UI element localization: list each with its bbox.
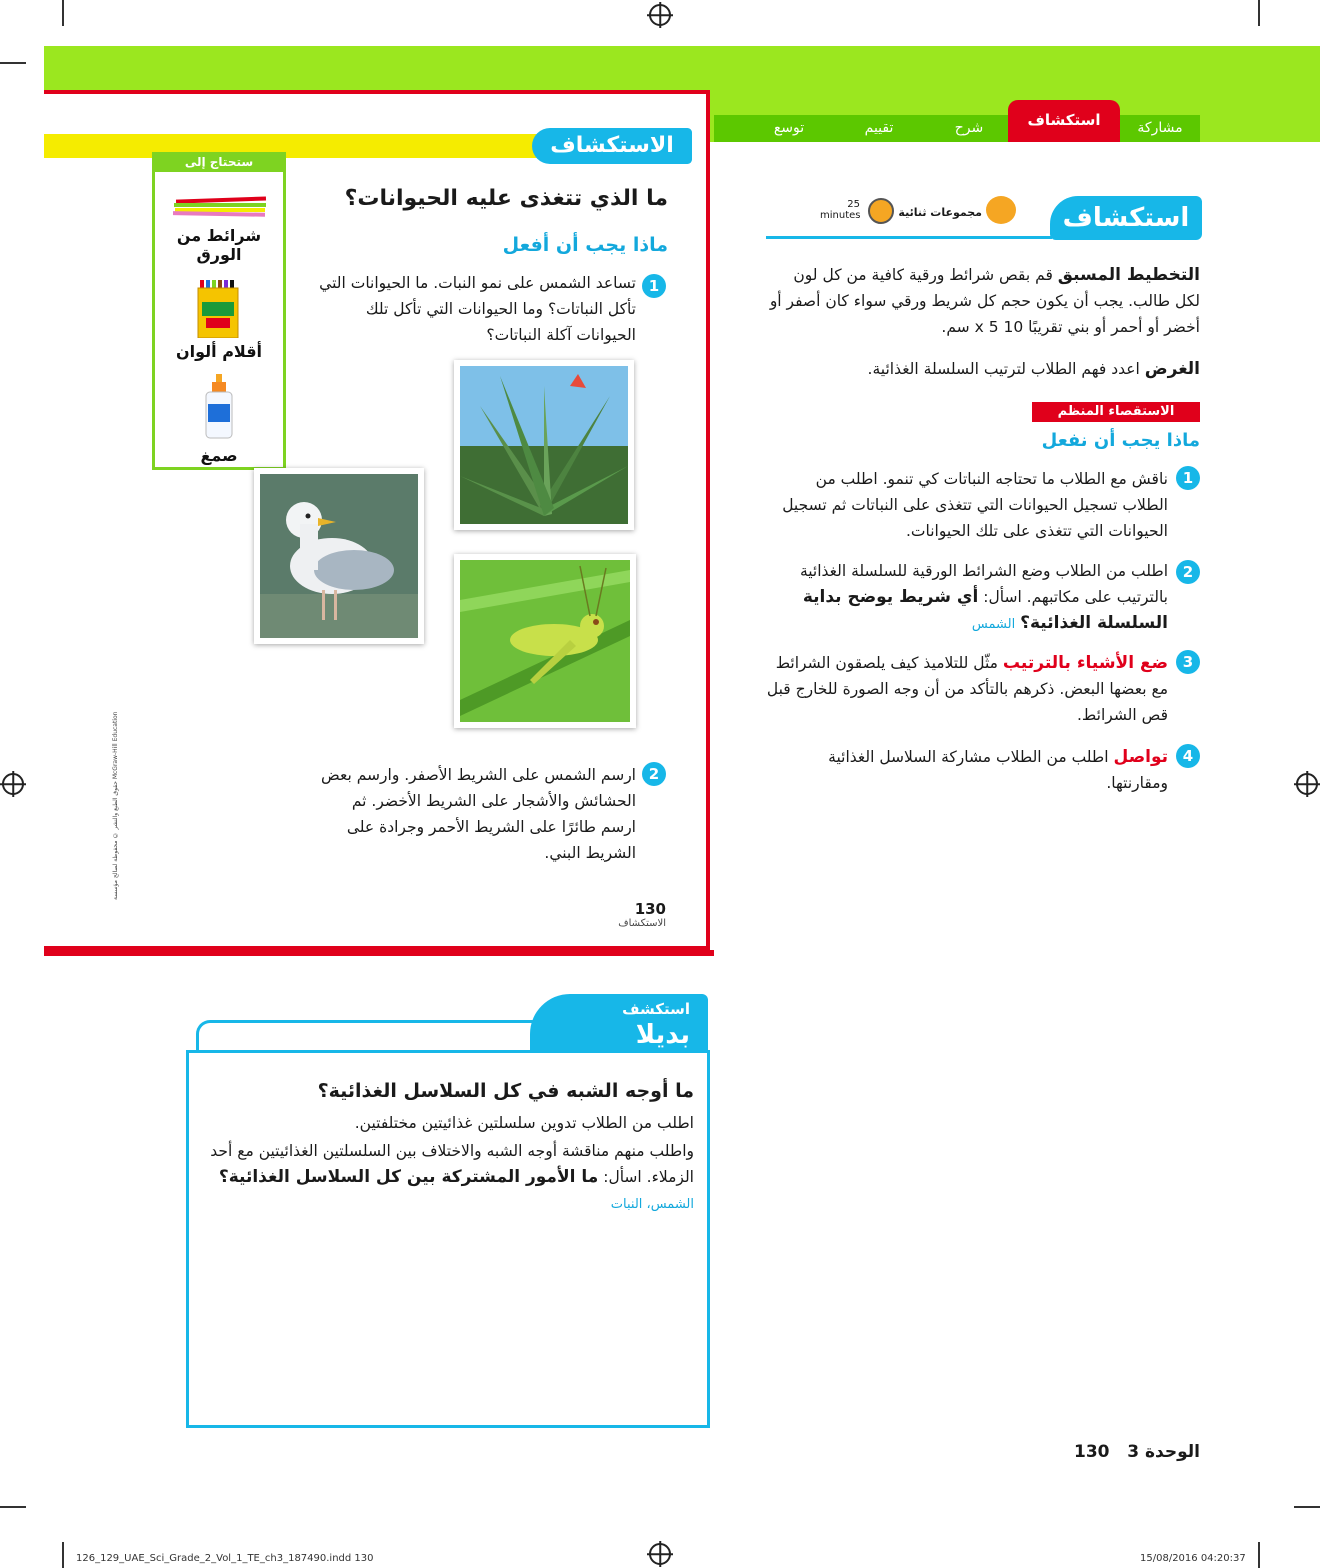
student-subhead: ماذا يجب أن أفعل xyxy=(502,234,668,256)
student-page-shadow xyxy=(44,950,714,956)
student-question: ما الذي تتغذى عليه الحيوانات؟ xyxy=(344,186,668,211)
explore-more-box xyxy=(186,1050,710,1428)
teacher-page-number: 130 xyxy=(1073,1442,1110,1462)
registration-mark-icon xyxy=(2,773,24,795)
tab-explore[interactable]: استكشاف xyxy=(1008,100,1120,142)
teacher-header-bar xyxy=(766,236,1052,239)
goal-label: الغرض xyxy=(1144,359,1200,379)
registration-mark-icon xyxy=(649,1543,671,1565)
teacher-step4-label: تواصل xyxy=(1113,747,1168,767)
teacher-step4-text: اطلب من الطلاب مشاركة السلاسل الغذائية ومقارنتها. xyxy=(828,748,1168,792)
grasshopper-photo xyxy=(454,554,636,728)
copyright-credit: حقوق الطبع والنشر © محفوظة لصالح مؤسسة McGraw-Hill Education xyxy=(112,711,119,900)
inquiry-badge: الاستقصاء المنظم xyxy=(1032,402,1200,422)
chapter-label: الوحدة 3 xyxy=(1127,1442,1200,1462)
teacher-step3-text: مثّل للتلاميذ كيف يلصقون الشرائط مع بعضها البعض. ذكرهم بالتأكد من أن وجه الصورة للخارج قبل قص الشرائط. xyxy=(766,654,1168,724)
tab-engage[interactable]: مشاركة xyxy=(1137,120,1183,136)
step-number: 2 xyxy=(642,762,666,786)
teacher-step2-question: أي شريط يوضح بداية السلسلة الغذائية؟ xyxy=(802,587,1168,633)
teacher-title: استكشاف xyxy=(1050,196,1202,240)
step-number: 2 xyxy=(1176,560,1200,584)
student-page-number: 130 xyxy=(634,900,666,918)
time-value: 25 xyxy=(847,199,860,210)
material-glue: صمغ xyxy=(200,446,238,465)
goal-text: اعدد فهم الطلاب لترتيب السلسلة الغذائية. xyxy=(867,360,1140,378)
crop-mark xyxy=(62,1542,64,1568)
registration-mark-icon xyxy=(649,4,671,26)
student-header-title: الاستكشاف xyxy=(532,128,692,164)
material-crayons: أقلام ألوان xyxy=(175,342,263,361)
student-step2-text: ارسم الشمس على الشريط الأصفر. وارسم بعض الحشائش والأشجار على الشريط الأخضر. ثم ارسم طائرًا على الشريط الأحمر وجرادة على الشريط البني. xyxy=(321,766,636,862)
glue-bottle-icon xyxy=(204,374,234,440)
registration-mark-icon xyxy=(1296,773,1318,795)
crayons-box-icon xyxy=(196,280,240,338)
step-number: 1 xyxy=(1176,466,1200,490)
prep-paragraph xyxy=(766,262,1200,340)
student-page-footer: الاستكشاف xyxy=(618,918,666,929)
explore-more-tab xyxy=(196,1020,546,1052)
explore-more-small: استكشف xyxy=(622,1000,690,1018)
file-name: 126_129_UAE_Sci_Grade_2_Vol_1_TE_ch3_187490.indd 130 xyxy=(76,1553,374,1564)
student-step1-text: تساعد الشمس على نمو النبات. ما الحيوانات التي تأكل النباتات؟ وما الحيوانات التي تأكل تلك الحيوانات آكلة النباتات؟ xyxy=(319,274,636,344)
crop-mark xyxy=(1258,0,1260,26)
teacher-step2-answer: الشمس xyxy=(971,617,1016,632)
teacher-step2-text: اطلب من الطلاب وضع الشرائط الورقية للسلسلة الغذائية بالترتيب على مكاتبهم. اسأل: xyxy=(799,562,1168,606)
teacher-step3-label: ضع الأشياء بالترتيب xyxy=(1002,653,1168,673)
teacher-footer xyxy=(1060,1442,1200,1462)
clock-icon xyxy=(868,198,894,224)
prep-label: التخطيط المسبق xyxy=(1057,265,1200,285)
seagull-photo xyxy=(254,468,424,644)
file-date: 15/08/2016 04:20:37 xyxy=(1140,1553,1246,1564)
material-paper-strips: شرائط من الورق xyxy=(176,226,262,264)
explore-more-paragraph xyxy=(210,1138,694,1218)
materials-header: ستحتاج إلى xyxy=(152,152,286,172)
teacher-subhead: ماذا يجب أن نفعل xyxy=(1041,430,1200,451)
explore-more-text2: واطلب منهم مناقشة أوجه الشبه والاختلاف بين السلسلتين الغذائيتين مع أحد الزملاء. اسأل: xyxy=(210,1142,694,1186)
explore-more-question: ما أوجه الشبه في كل السلاسل الغذائية؟ xyxy=(317,1080,694,1102)
step-number: 3 xyxy=(1176,650,1200,674)
pair-group-icon xyxy=(986,196,1016,224)
time-unit: minutes xyxy=(820,210,861,221)
tab-explain[interactable]: شرح xyxy=(954,120,984,136)
paper-strips-icon xyxy=(172,196,270,218)
crop-mark xyxy=(1294,1506,1320,1508)
teacher-step1-text: ناقش مع الطلاب ما تحتاجه النباتات كي تنمو. اطلب من الطلاب تسجيل الحيوانات التي تتغذى على النباتات ثم تسجيل الحيوانات التي تتغذى على تلك الحيوانات. xyxy=(782,470,1168,540)
crop-mark xyxy=(0,62,26,64)
teacher-step2-paragraph xyxy=(766,558,1168,638)
step-number: 1 xyxy=(642,274,666,298)
explore-more-large: بديلا xyxy=(635,1020,690,1050)
step-number: 4 xyxy=(1176,744,1200,768)
teacher-step4-paragraph xyxy=(766,744,1168,796)
crop-mark xyxy=(0,1506,26,1508)
teacher-step3-paragraph xyxy=(766,650,1168,728)
crop-mark xyxy=(62,0,64,26)
explore-more-q2: ما الأمور المشتركة بين كل السلاسل الغذائية؟ xyxy=(218,1167,599,1187)
tab-evaluate[interactable]: تقييم xyxy=(864,120,894,136)
explore-more-answer: الشمس، النبات xyxy=(610,1197,694,1212)
prep-text: قم بقص شرائط ورقية كافية من كل لون لكل طالب. يجب أن يكون حجم كل شريط ورقي سواء كان أصفر أو أخضر أو أحمر أو بني تقريبًا 10 x 5 سم. xyxy=(769,266,1200,336)
group-label: مجموعات ثنائية xyxy=(898,206,982,219)
explore-more-text1: اطلب من الطلاب تدوين سلسلتين غذائيتين مختلفتين. xyxy=(354,1114,694,1132)
goal-paragraph xyxy=(766,356,1200,382)
tab-expand[interactable]: توسع xyxy=(773,120,805,136)
aloe-plant-photo xyxy=(454,360,634,530)
crop-mark xyxy=(1258,1542,1260,1568)
